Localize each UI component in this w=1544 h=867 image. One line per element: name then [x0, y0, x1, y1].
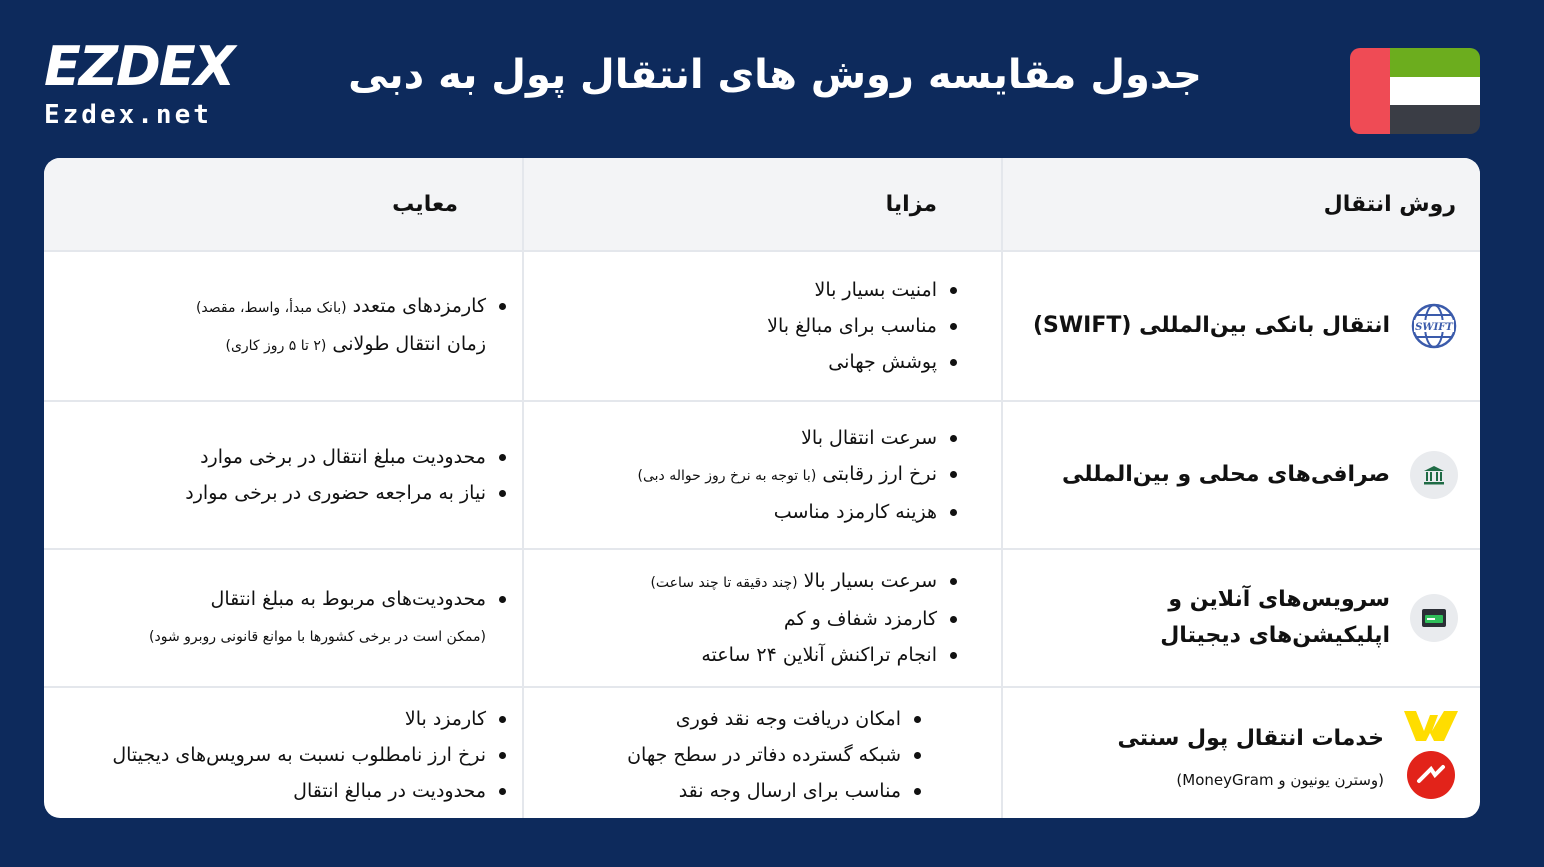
site-url: Ezdex.net	[44, 100, 212, 130]
list-item: محدودیت‌های مربوط به مبلغ انتقال	[149, 581, 486, 617]
list-item: انجام تراکنش آنلاین ۲۴ ساعته	[650, 637, 937, 673]
list-item: سرعت انتقال بالا	[638, 420, 937, 456]
swift-globe-icon	[1410, 302, 1458, 350]
list-item: محدودیت مبلغ انتقال در برخی موارد	[185, 439, 486, 475]
list-item: زمان انتقال طولانی (۲ تا ۵ روز کاری)	[225, 333, 486, 355]
western-union-icon	[1404, 711, 1458, 741]
brand	[44, 35, 234, 130]
method-name: انتقال بانکی بین‌المللی (SWIFT)	[1032, 313, 1390, 338]
list-item: سرعت بسیار بالا (چند دقیقه تا چند ساعت)	[650, 563, 937, 601]
list-item: امکان دریافت وجه نقد فوری	[627, 701, 901, 737]
uae-flag-icon	[1350, 48, 1480, 134]
list-item: کارمزد شفاف و کم	[650, 601, 937, 637]
table-row	[44, 402, 1480, 550]
header-disadvantages: معایب	[392, 191, 458, 217]
header-method: روش انتقال	[1323, 191, 1456, 217]
list-item: نیاز به مراجعه حضوری در برخی موارد	[185, 475, 486, 511]
table-row	[44, 550, 1480, 688]
method-name: سرویس‌های آنلاین و اپلیکیشن‌های دیجیتال	[1160, 587, 1390, 648]
list-item: هزینه کارمزد مناسب	[638, 494, 937, 530]
list-item: امنیت بسیار بالا	[767, 272, 937, 308]
list-item: نرخ ارز نامطلوب نسبت به سرویس‌های دیجیتال	[112, 737, 486, 773]
method-name: صرافی‌های محلی و بین‌المللی	[1061, 462, 1390, 487]
list-item: نرخ ارز رقابتی (با توجه به نرخ روز حواله دبی)	[638, 456, 937, 494]
bank-building-icon	[1410, 451, 1458, 499]
method-subtitle: (وسترن یونیون و MoneyGram)	[1176, 771, 1384, 789]
list-item: مناسب برای ارسال وجه نقد	[627, 773, 901, 809]
page-title: جدول مقایسه روش های انتقال پول به دبی	[348, 52, 1202, 98]
table-row	[44, 688, 1480, 818]
list-item: کارمزد بالا	[112, 701, 486, 737]
list-item: پوشش جهانی	[767, 344, 937, 380]
svg-text:SWIFT: SWIFT	[1415, 322, 1453, 333]
card-app-icon	[1410, 594, 1458, 642]
table-row	[44, 252, 1480, 402]
method-name: خدمات انتقال پول سنتی	[1117, 726, 1384, 751]
ezdex-logo: EZDEX	[44, 35, 234, 98]
moneygram-icon	[1407, 751, 1455, 799]
list-item: شبکه گسترده دفاتر در سطح جهان	[627, 737, 901, 773]
comparison-table	[44, 158, 1480, 818]
list-item: کارمزدهای متعدد (بانک مبدأ، واسط، مقصد)	[196, 288, 486, 326]
table-header-row	[44, 158, 1480, 252]
header-advantages: مزایا	[885, 191, 937, 217]
list-item: مناسب برای مبالغ بالا	[767, 308, 937, 344]
list-item: محدودیت در مبالغ انتقال	[112, 773, 486, 809]
list-item: (ممکن است در برخی کشورها با موانع قانونی روبرو شود)	[149, 629, 486, 645]
